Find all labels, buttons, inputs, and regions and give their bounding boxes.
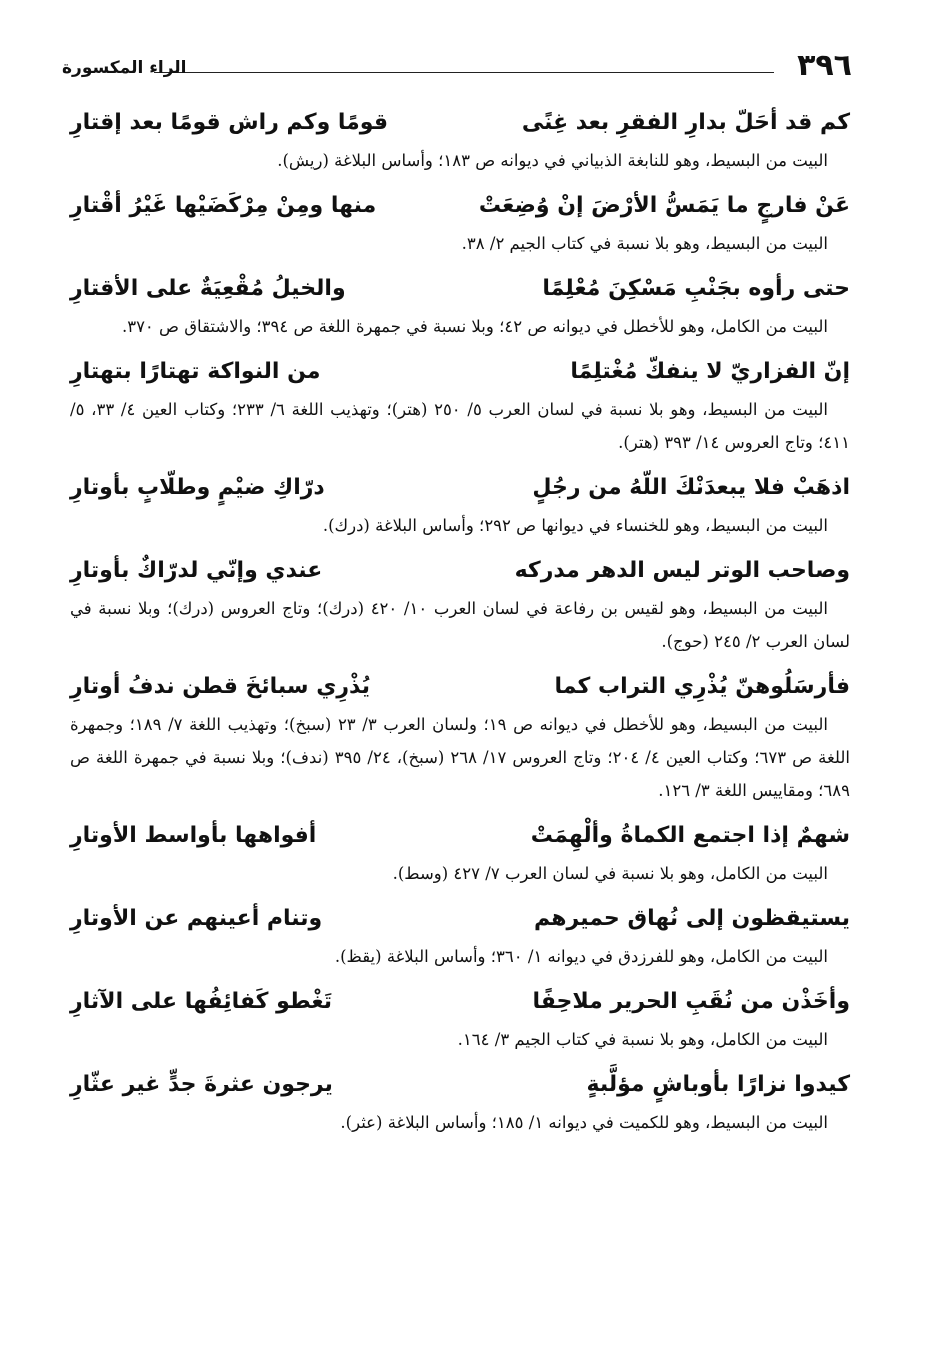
verse-first-hemistich: إنّ الفزاريّ لا ينفكّ مُغْتلِمًا xyxy=(570,359,850,384)
verse-second-hemistich: درّاكِ ضيْمٍ وطلّابٍ بأوتارِ xyxy=(70,475,325,500)
verse-second-hemistich: يُذْرِي سبائخَ قطن ندفُ أوتارِ xyxy=(70,674,370,699)
verse-first-hemistich: كيدوا نزارًا بأوباشٍ مؤلَّبةٍ xyxy=(586,1072,850,1097)
verse-entry xyxy=(70,100,850,177)
verse-line xyxy=(70,896,850,940)
verse-entry xyxy=(70,349,850,459)
verse-entry xyxy=(70,465,850,542)
verse-entry xyxy=(70,548,850,658)
verse-first-hemistich: عَنْ فارجٍ ما يَمَسُّ الأرْضَ إنْ وُضِعَتْ xyxy=(478,193,850,218)
verse-note: البيت من البسيط، وهو للخنساء في ديوانها ص ٢٩٢؛ وأساس البلاغة (درك). xyxy=(322,516,828,535)
running-title: الراء المكسورة xyxy=(62,58,187,78)
verse-entry xyxy=(70,664,850,807)
verse-line xyxy=(70,813,850,857)
verse-line xyxy=(70,1062,850,1106)
entries-list xyxy=(70,100,850,1145)
verse-note: البيت من البسيط، وهو للأخطل في ديوانه ص ١٩؛ ولسان العرب ٣/ ٢٣ (سبخ)؛ وتهذيب اللغة ٧/ ١٨٩؛ وجمهرة اللغة ص ٦٧٣؛ وكتاب العين ٤/ ٢٠٤؛ وتاج العروس ١٧/ ٢٦٨ (سبخ)، ٢٤/ ٣٩٥ (ندف)؛ وبلا نسبة في جمهرة اللغة ص ٦٨٩؛ ومقاييس اللغة ٣/ ١٢٦. xyxy=(70,715,851,800)
verse-first-hemistich: حتى رأوه بجَنْبِ مَسْكِنَ مُعْلِمًا xyxy=(542,276,850,301)
verse-note: البيت من البسيط، وهو لقيس بن رفاعة في لسان العرب ١٠/ ٤٢٠ (درك)؛ وتاج العروس (درك)؛ وبلا نسبة في لسان العرب ٢/ ٢٤٥ (حوج). xyxy=(70,599,850,651)
verse-second-hemistich: وتنام أعينهم عن الأوتارِ xyxy=(70,906,323,931)
verse-first-hemistich: فأرسَلُوهنّ يُذْرِي التراب كما xyxy=(554,674,850,699)
verse-first-hemistich: يستيقظون إلى نُهاق حميرهم xyxy=(534,906,850,931)
verse-line xyxy=(70,465,850,509)
verse-entry xyxy=(70,266,850,343)
verse-second-hemistich: من النواكة تهتارًا بتهتارِ xyxy=(70,359,321,384)
verse-first-hemistich: وصاحب الوتر ليس الدهر مدركه xyxy=(514,558,850,583)
verse-first-hemistich: كم قد أحَلّ بدارِ الفقرِ بعد غِنًى xyxy=(521,110,850,135)
verse-second-hemistich: عندي وإنّي لدرّاكٌ بأوتارِ xyxy=(70,558,323,583)
verse-entry xyxy=(70,979,850,1056)
verse-note: البيت من البسيط، وهو بلا نسبة في لسان العرب ٥/ ٢٥٠ (هتر)؛ وتهذيب اللغة ٦/ ٢٣٣؛ وكتاب العين ٤/ ٣٣، ٥/ ٤١١؛ وتاج العروس ١٤/ ٣٩٣ (هتر). xyxy=(70,400,850,452)
page-header xyxy=(62,48,852,88)
verse-line xyxy=(70,349,850,393)
verse-note: البيت من الكامل، وهو للفرزدق في ديوانه ١/ ٣٦٠؛ وأساس البلاغة (يقظ). xyxy=(334,947,828,966)
verse-note: البيت من البسيط، وهو بلا نسبة في كتاب الجيم ٢/ ٣٨. xyxy=(461,234,828,253)
verse-note: البيت من البسيط، وهو للكميت في ديوانه ١/ ١٨٥؛ وأساس البلاغة (عثر). xyxy=(340,1113,828,1132)
verse-line xyxy=(70,979,850,1023)
verse-first-hemistich: وأخَذْن من نُقَبِ الحرير ملاحِفًا xyxy=(532,989,850,1014)
header-rule xyxy=(154,72,774,73)
verse-second-hemistich: منها ومِنْ مِرْكَضَيْها غَيْرُ أقْتارِ xyxy=(70,193,377,218)
verse-line xyxy=(70,266,850,310)
verse-note: البيت من الكامل، وهو بلا نسبة في كتاب الجيم ٣/ ١٦٤. xyxy=(457,1030,828,1049)
verse-entry xyxy=(70,183,850,260)
page-number: ٣٩٦ xyxy=(797,48,852,83)
verse-first-hemistich: شهمٌ إذا اجتمع الكماةُ وألْهِمَتْ xyxy=(530,823,850,848)
verse-first-hemistich: اذهَبْ فلا يبعدَنْكَ اللّهُ من رجُلٍ xyxy=(532,475,850,500)
verse-second-hemistich: قومًا وكم راش قومًا بعد إقتارِ xyxy=(70,110,388,135)
verse-entry xyxy=(70,813,850,890)
verse-second-hemistich: تَغْطو كَفائِفُها على الآثارِ xyxy=(70,989,333,1014)
verse-line xyxy=(70,548,850,592)
verse-second-hemistich: أفواهها بأواسط الأوتارِ xyxy=(70,823,317,848)
verse-entry xyxy=(70,1062,850,1139)
verse-note: البيت من البسيط، وهو للنابغة الذبياني في ديوانه ص ١٨٣؛ وأساس البلاغة (ريش). xyxy=(277,151,828,170)
verse-entry xyxy=(70,896,850,973)
verse-second-hemistich: يرجون عثرةَ جدٍّ غير عثّارِ xyxy=(70,1072,333,1097)
verse-line xyxy=(70,100,850,144)
verse-second-hemistich: والخيلُ مُقْعِيَةٌ على الأقتارِ xyxy=(70,276,346,301)
verse-line xyxy=(70,183,850,227)
verse-note: البيت من الكامل، وهو للأخطل في ديوانه ص ٤٢؛ وبلا نسبة في جمهرة اللغة ص ٣٩٤؛ والاشتقاق ص ٣٧٠. xyxy=(121,317,828,336)
verse-note: البيت من الكامل، وهو بلا نسبة في لسان العرب ٧/ ٤٢٧ (وسط). xyxy=(392,864,828,883)
verse-line xyxy=(70,664,850,708)
